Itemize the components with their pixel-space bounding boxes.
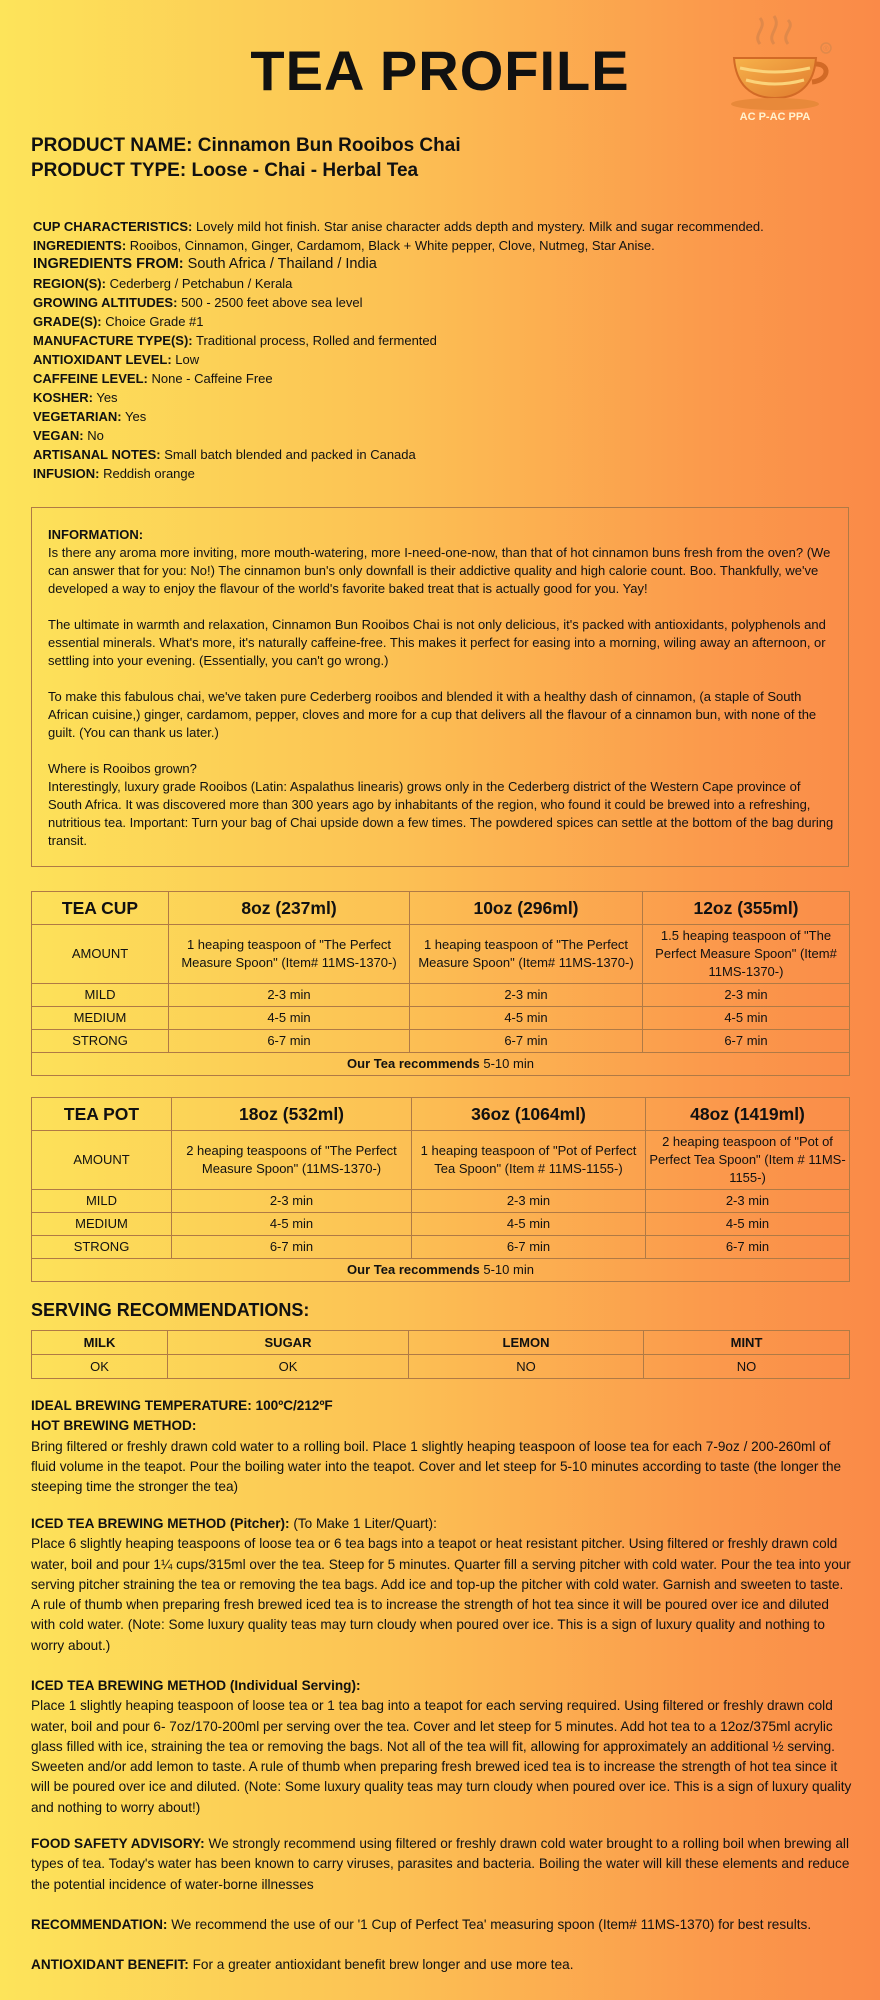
table-header-cell: TEA POT [32, 1098, 172, 1131]
table-row [32, 1236, 850, 1259]
product-name: Cinnamon Bun Rooibos Chai [197, 135, 461, 156]
tea-pot-table [31, 1097, 850, 1282]
table-row [32, 1259, 850, 1282]
char-row: ARTISANAL NOTES: Small batch blended and packed in Canada [33, 447, 416, 462]
antioxidant-text: ANTIOXIDANT BENEFIT: For a greater antioxidant benefit brew longer and use more tea. [31, 1957, 574, 1972]
char-row: INGREDIENTS FROM: South Africa / Thailand / India [33, 256, 377, 272]
char-row: REGION(S): Cederberg / Petchabun / Kerala [33, 276, 293, 291]
table-header-cell: MILK [32, 1331, 168, 1355]
table-cell: AMOUNT [32, 925, 169, 984]
iced-single-text: Place 1 slightly heaping teaspoon of loose tea or 1 tea bag into a teapot for each serving required. Using filtered or freshly drawn cold water, boil and pour 6- 7oz/170-200ml per serving over the tea. Cover and let steep for 5 minutes. Add hot tea to a 12oz/375ml acrylic glass filled with ice, straining the tea or removing the bags. Not all of the tea will fit, allowing for approximately an additional ½ serving. Sweeten and/or add lemon to taste. A rule of thumb when preparing fresh brewed iced tea is to increase the strength of hot tea since it will be poured over ice and diluted. (Note: Some luxury quality teas may turn cloudy when poured over ice. This is a sign of luxury quality and nothing to worry about!) [31, 1698, 852, 1815]
char-row: GROWING ALTITUDES: 500 - 2500 feet above sea level [33, 295, 363, 310]
char-row: VEGETARIAN: Yes [33, 409, 147, 424]
table-header-cell: 18oz (532ml) [172, 1098, 412, 1131]
table-header-cell: LEMON [409, 1331, 644, 1355]
iced-pitcher-heading: ICED TEA BREWING METHOD (Pitcher): (To Make 1 Liter/Quart): [31, 1516, 437, 1531]
table-row [32, 1053, 850, 1076]
table-cell: 4-5 min [412, 1213, 646, 1236]
table-row [32, 1131, 850, 1190]
table-header-row [32, 1331, 850, 1355]
char-row: KOSHER: Yes [33, 390, 118, 405]
char-row: INFUSION: Reddish orange [33, 466, 195, 481]
recommendation-cell: Our Tea recommends 5-10 min [32, 1259, 850, 1282]
table-cell: 2-3 min [172, 1190, 412, 1213]
table-cell: MILD [32, 1190, 172, 1213]
table-cell: 6-7 min [412, 1236, 646, 1259]
table-cell: MILD [32, 984, 169, 1007]
product-name-line [31, 133, 461, 158]
table-cell: STRONG [32, 1030, 169, 1053]
table-cell: MEDIUM [32, 1007, 169, 1030]
table-cell: 2 heaping teaspoon of "Pot of Perfect Tea Spoon" (Item # 11MS-1155-) [646, 1131, 850, 1190]
table-cell: 2-3 min [646, 1190, 850, 1213]
table-cell: 4-5 min [172, 1213, 412, 1236]
table-row [32, 984, 850, 1007]
tea-cup-logo [712, 14, 840, 124]
table-cell: OK [32, 1355, 168, 1379]
information-box [31, 507, 849, 867]
table-cell: 6-7 min [172, 1236, 412, 1259]
table-cell: NO [644, 1355, 850, 1379]
product-name-label: PRODUCT NAME: [31, 135, 193, 156]
table-header-row [32, 1098, 850, 1131]
table-cell: 6-7 min [643, 1030, 850, 1053]
recommendation-cell: Our Tea recommends 5-10 min [32, 1053, 850, 1076]
table-row [32, 1007, 850, 1030]
char-row: GRADE(S): Choice Grade #1 [33, 314, 204, 329]
page-title: TEA PROFILE [250, 39, 630, 102]
table-header-cell: 36oz (1064ml) [412, 1098, 646, 1131]
table-cell: 1 heaping teaspoon of "The Perfect Measure Spoon" (Item# 11MS-1370-) [410, 925, 643, 984]
table-cell: NO [409, 1355, 644, 1379]
product-type-line [31, 158, 461, 183]
table-header-cell: TEA CUP [32, 892, 169, 925]
hot-method-text: Bring filtered or freshly drawn cold water to a rolling boil. Place 1 slightly heaping teaspoon of loose tea for each 7-9oz / 200-260ml of fluid volume in the teapot. Pour the boiling water into the teapot. Cover and let steep for 5-10 minutes according to taste (the longer the steeping time the stronger the tea) [31, 1438, 842, 1495]
tea-cup-table [31, 891, 850, 1076]
table-row [32, 1030, 850, 1053]
recommendation-section [31, 1915, 853, 1935]
information-paragraph: Is there any aroma more inviting, more mouth-watering, more I-need-one-now, than that of hot cinnamon buns fresh from the oven? (We can answer that for you: No!) The cinnamon bun's only downfall is their addictive quality and high calorie count. Boo. Thankfully, we've developed a way to enjoy the flavour of the world's favorite baked treat that is actually good for you. Yay! [48, 545, 831, 596]
antioxidant-section [31, 1955, 853, 1975]
table-header-row [32, 892, 850, 925]
table-cell: 2-3 min [412, 1190, 646, 1213]
table-cell: 6-7 min [410, 1030, 643, 1053]
table-header-cell: SUGAR [168, 1331, 409, 1355]
table-cell: MEDIUM [32, 1213, 172, 1236]
information-paragraph: The ultimate in warmth and relaxation, Cinnamon Bun Rooibos Chai is not only delicious, it's packed with antioxidants, polyphenols and essential minerals. What's more, it's naturally caffeine-free. This makes it perfect for easing into a morning, wiling away an afternoon, or settling into your evening. (Essentially, you can't go wrong.) [48, 617, 826, 668]
product-heading [31, 133, 461, 183]
information-heading: INFORMATION: [48, 527, 144, 542]
serving-table [31, 1330, 850, 1379]
table-cell: 2 heaping teaspoons of "The Perfect Measure Spoon" (11MS-1370-) [172, 1131, 412, 1190]
product-type: Loose - Chai - Herbal Tea [191, 160, 419, 181]
table-cell: 4-5 min [643, 1007, 850, 1030]
char-row: ANTIOXIDANT LEVEL: Low [33, 352, 200, 367]
table-header-cell: 48oz (1419ml) [646, 1098, 850, 1131]
iced-single-heading: ICED TEA BREWING METHOD (Individual Serving): [31, 1678, 361, 1693]
table-cell: STRONG [32, 1236, 172, 1259]
recommendation-text: RECOMMENDATION: We recommend the use of our '1 Cup of Perfect Tea' measuring spoon (Item# 11MS-1370) for best results. [31, 1917, 812, 1932]
table-cell: 2-3 min [643, 984, 850, 1007]
char-row: CAFFEINE LEVEL: None - Caffeine Free [33, 371, 273, 386]
svg-text:®: ® [823, 46, 829, 53]
table-cell: 6-7 min [646, 1236, 850, 1259]
table-cell: AMOUNT [32, 1131, 172, 1190]
information-paragraph: To make this fabulous chai, we've taken pure Cederberg rooibos and blended it with a healthy dash of cinnamon, (a staple of South African cuisine,) ginger, cardamom, pepper, cloves and more for a cup that delivers all the flavour of a cinnamon bun, with none of the guilt. (You can thank us later.) [48, 689, 817, 740]
rooibos-question: Where is Rooibos grown? [48, 761, 197, 776]
table-header-cell: 10oz (296ml) [410, 892, 643, 925]
table-row [32, 1213, 850, 1236]
iced-pitcher-section [31, 1514, 853, 1656]
table-cell: 2-3 min [410, 984, 643, 1007]
table-cell: OK [168, 1355, 409, 1379]
char-row: CUP CHARACTERISTICS: Lovely mild hot finish. Star anise character adds depth and mystery. Milk and sugar recommended. [33, 219, 764, 234]
food-safety-section [31, 1834, 853, 1895]
table-cell: 1 heaping teaspoon of "Pot of Perfect Tea Spoon" (Item # 11MS-1155-) [412, 1131, 646, 1190]
serving-heading: SERVING RECOMMENDATIONS: [31, 1300, 310, 1320]
table-header-cell: 12oz (355ml) [643, 892, 850, 925]
char-row: MANUFACTURE TYPE(S): Traditional process, Rolled and fermented [33, 333, 437, 348]
table-header-cell: 8oz (237ml) [169, 892, 410, 925]
iced-pitcher-text: Place 6 slightly heaping teaspoons of loose tea or 6 tea bags into a teapot or heat resistant pitcher. Using filtered or freshly drawn cold water, boil and pour 1¼ cups/315ml over the tea. Steep for 5 minutes. Quarter fill a serving pitcher with cold water. Pour the tea into your serving pitcher straining the tea or removing the tea bags. Add ice and top-up the pitcher with cold water. Garnish and sweeten to taste. A rule of thumb when preparing fresh brewed iced tea is to increase the strength of hot tea since it will be poured over ice and diluted with cold water. (Note: Some luxury quality teas may turn cloudy when poured over ice. This is a sign of luxury quality and nothing to worry about.) [31, 1536, 851, 1653]
table-cell: 4-5 min [646, 1213, 850, 1236]
hot-method-label: HOT BREWING METHOD: [31, 1418, 197, 1434]
table-cell: 6-7 min [169, 1030, 410, 1053]
table-cell: 4-5 min [169, 1007, 410, 1030]
table-cell: 4-5 min [410, 1007, 643, 1030]
characteristics-list [33, 217, 853, 483]
char-row: VEGAN: No [33, 428, 104, 443]
iced-single-section [31, 1676, 853, 1818]
char-row: INGREDIENTS: Rooibos, Cinnamon, Ginger, Cardamom, Black + White pepper, Clove, Nutmeg, Star Anise. [33, 238, 655, 253]
information-paragraph: Interestingly, luxury grade Rooibos (Latin: Aspalathus linearis) grows only in the Cederberg district of the Western Cape province of South Africa. It was discovered more than 300 years ago by inhabitants of the region, who found it could be brewed into a refreshing, nutritious tea. Important: Turn your bag of Chai upside down a few times. The powdered spices can settle at the bottom of the bag during transit. [48, 779, 834, 848]
table-row [32, 1190, 850, 1213]
hot-brewing-section [31, 1396, 853, 1497]
product-type-label: PRODUCT TYPE: [31, 160, 187, 181]
food-safety-text: FOOD SAFETY ADVISORY: We strongly recommend using filtered or freshly drawn cold water brought to a rolling boil when brewing all types of tea. Today's water has been known to carry viruses, parasites and bacteria. Boiling the water will kill these elements and reduce the potential incidence of water-borne illnesses [31, 1836, 850, 1892]
table-row [32, 925, 850, 984]
table-row [32, 1355, 850, 1379]
table-cell: 2-3 min [169, 984, 410, 1007]
brewing-temperature: IDEAL BREWING TEMPERATURE: 100ºC/212ºF [31, 1398, 333, 1413]
table-cell: 1.5 heaping teaspoon of "The Perfect Measure Spoon" (Item# 11MS-1370-) [643, 925, 850, 984]
svg-text:AC P-AC PPA: AC P-AC PPA [739, 111, 811, 123]
table-header-cell: MINT [644, 1331, 850, 1355]
table-cell: 1 heaping teaspoon of "The Perfect Measure Spoon" (Item# 11MS-1370-) [169, 925, 410, 984]
